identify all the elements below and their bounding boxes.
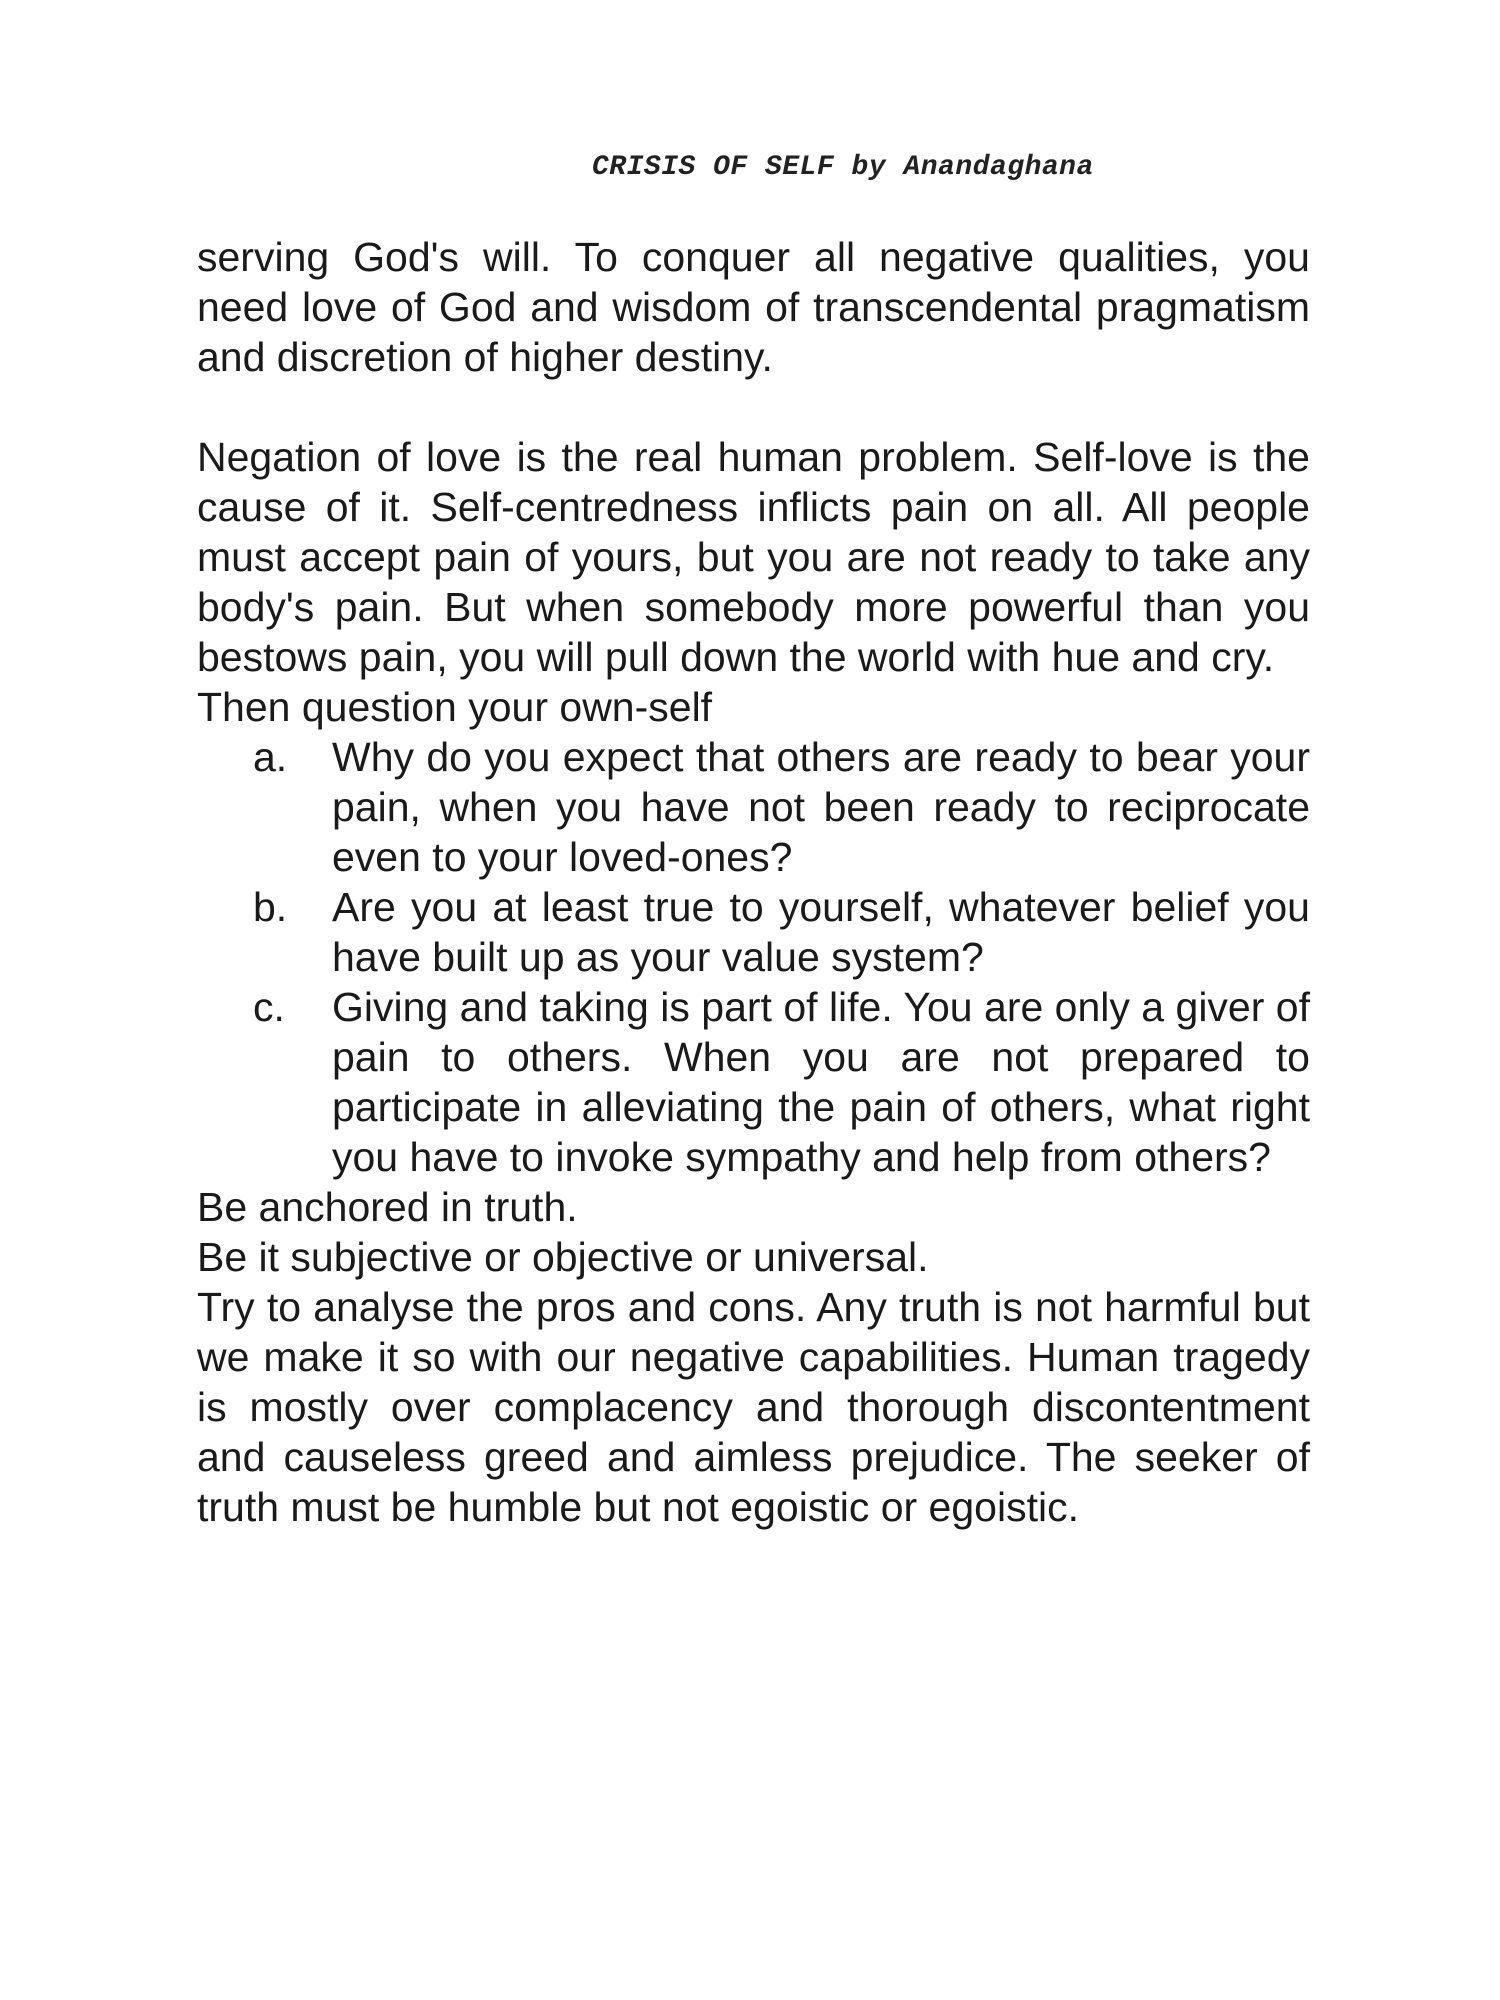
question-item-b [197,882,1310,982]
question-text: Are you at least true to yourself, whatever belief you have built up as your value system? [332,884,1310,980]
closing-line-anchored: Be anchored in truth. [197,1184,578,1230]
paragraph-analyse-pros-cons: Try to analyse the pros and cons. Any truth is not harmful but we make it so with our negative capabilities. Human tragedy is mostly over complacency and thorough discontentment and causeless greed and aimless prejudice. The seeker of truth must be humble but not egoistic or egoistic. [197,1284,1310,1530]
question-text: Why do you expect that others are ready to bear your pain, when you have not been ready to reciprocate even to your loved-ones? [332,734,1310,880]
question-item-a [197,732,1310,882]
closing-line-subjective: Be it subjective or objective or universal. [197,1234,929,1280]
paragraph-negation-of-love: Negation of love is the real human problem. Self-love is the cause of it. Self-centredness inflicts pain on all. All people must accept pain of yours, but you are not ready to take any body's pain. But when somebody more powerful than you bestows pain, you will pull down the world with hue and cry. [197,434,1310,680]
running-header-title: CRISIS OF SELF by Anandaghana [592,152,1094,183]
question-item-c [197,982,1310,1182]
question-marker: c. [253,984,285,1030]
question-marker: b. [253,884,288,930]
questions-intro: Then question your own-self [197,684,713,730]
question-text: Giving and taking is part of life. You are only a giver of pain to others. When you are not prepared to participate in alleviating the pain of others, what right you have to invoke sympathy and help from others? [332,984,1310,1180]
question-list [197,732,1310,1182]
question-marker: a. [253,734,288,780]
body-text [197,232,1310,1532]
paragraph-serving-gods-will: serving God's will. To conquer all negative qualities, you need love of God and wisdom of transcendental pragmatism and discretion of higher destiny. [197,234,1310,380]
